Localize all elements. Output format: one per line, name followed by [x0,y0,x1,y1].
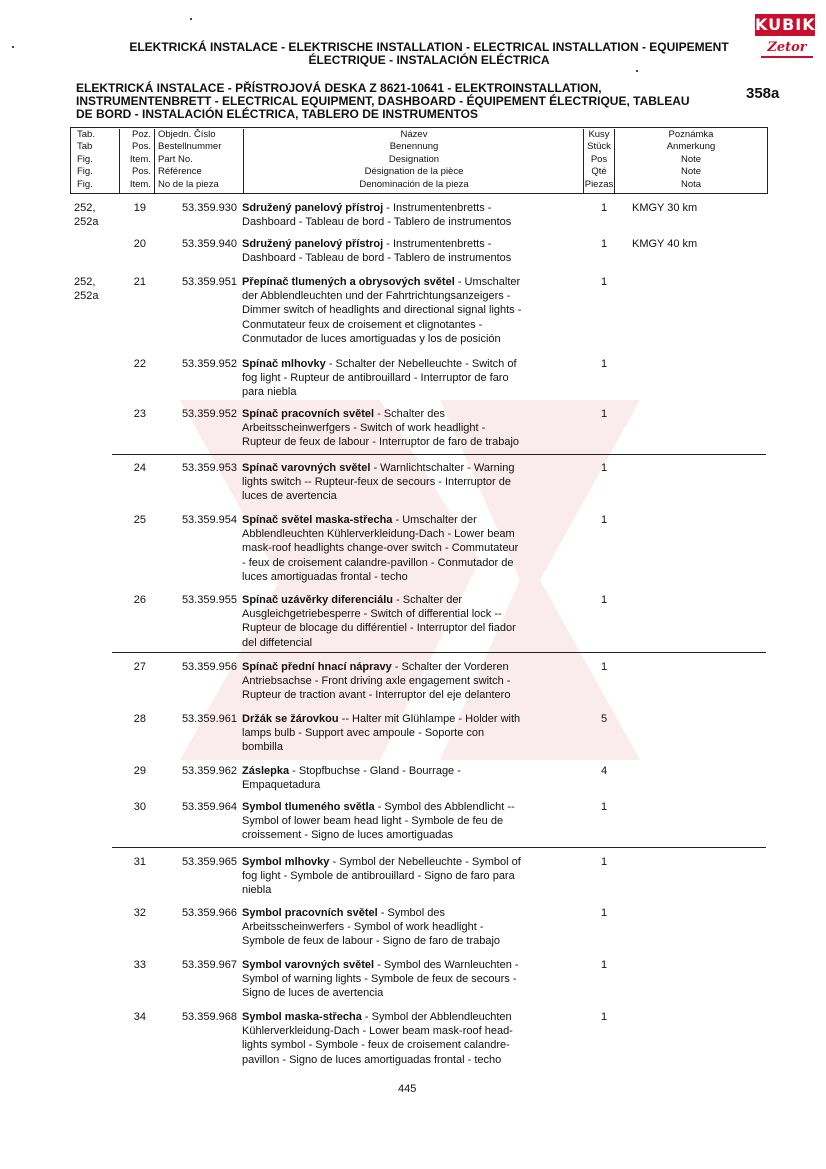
document-header [104,41,754,67]
cell-part-number: 53.359.952 [181,358,237,370]
part-name-czech: Držák se žárovkou [242,713,339,725]
cell-position: 29 [133,765,146,777]
cell-part-number: 53.359.964 [181,801,237,813]
header-col-qty: Kusy Stück Pos Qté Piezas [583,129,614,193]
part-name-czech: Symbol mlhovky [242,856,330,868]
part-name-czech: Záslepka [242,765,290,777]
title-line-1: ELEKTRICKÁ INSTALACE - PŘÍSTROJOVÁ DESKA Z 8621-10641 - ELEKTROINSTALLATION, [76,81,602,95]
cell-designation: Přepínač tlumených a obrysových světel - Umschalter der Abblendleuchten und der Fahrtrichtungsanzeigers - Dimmer switch of headlights and directional signal lights - Conmutateur feux de croisement et clignotantes - Conmutador de luces amortiguadas y los de posición [242,276,522,345]
cell-designation: Spínač varovných světel - Warnlichtschalter - Warning lights switch -- Rupteur-feux de secours - Interruptor de luces de avertencia [242,462,515,503]
page-number: 445 [398,1083,417,1095]
cell-position: 23 [133,408,146,420]
cell-part-number: 53.359.966 [181,907,237,919]
cell-position: 31 [133,856,146,868]
cell-quantity: 4 [600,765,608,777]
header-col-pos: Poz. Pos. Item. Pos. Item. [119,129,154,193]
part-name-czech: Spínač světel maska-střecha [242,514,393,526]
kubik-zetor-logo [755,14,815,64]
cell-quantity: 1 [600,408,608,420]
cell-position: 26 [133,594,146,606]
logo-zetor-text: Zetor [761,40,813,58]
cell-quantity: 1 [600,856,608,868]
part-name-czech: Symbol pracovních světel [242,907,378,919]
cell-designation: Symbol tlumeného světla - Symbol des Abblendlicht -- Symbol of lower beam head light - Symbole de feu de croissement - Signo de luces amortiguadas [242,801,515,842]
cell-position: 21 [133,276,146,288]
header-col-ref: Objedn. Číslo Bestellnummer Part No. Référence No de la pieza [154,129,244,193]
cell-designation: Spínač pracovních světel - Schalter des Arbeitsscheinwerfgers - Switch of work headlight - Rupteur de feux de labour - Interruptor de faro de trabajo [242,408,520,449]
cell-position: 25 [133,514,146,526]
cell-part-number: 53.359.965 [181,856,237,868]
cell-part-number: 53.359.954 [181,514,237,526]
cell-tab: 252, 252a [74,202,99,229]
cell-position: 22 [133,358,146,370]
header-col-name: Název Benennung Designation Désignation de la pièce Denominación de la pieza [243,129,584,193]
cell-part-number: 53.359.930 [181,202,237,214]
cell-designation: Symbol mlhovky - Symbol der Nebelleuchte - Symbol of fog light - Symbole de antibrouillard - Signo de faro para niebla [242,856,521,897]
group-separator [112,847,766,848]
cell-position: 32 [133,907,146,919]
part-name-czech: Sdružený panelový přístroj [242,202,384,214]
cell-designation: Symbol maska-střecha - Symbol der Abblendleuchten Kühlerverkleidung-Dach - Lower beam mask-roof head- lights symbol - Symbole - feux de croisement calandre- pavillon - Signo de luces amortiguadas frontal - techo [242,1011,513,1066]
section-title [76,82,746,121]
group-separator [112,652,766,653]
cell-part-number: 53.359.952 [181,408,237,420]
cell-designation: Symbol pracovních světel - Symbol des Arbeitsscheinwerfers - Symbol of work headlight - Symbole de feux de labour - Signo de faro de trabajo [242,907,501,948]
part-name-czech: Spínač varovných světel [242,462,371,474]
cell-quantity: 1 [600,358,608,370]
cell-quantity: 1 [600,959,608,971]
part-name-czech: Sdružený panelový přístroj [242,238,384,250]
part-name-czech: Spínač uzávěrky diferenciálu [242,594,394,606]
logo-kubik-text: KUBIK [755,15,816,34]
cell-position: 28 [133,713,146,725]
cell-part-number: 53.359.968 [181,1011,237,1023]
table-header [70,127,768,194]
scan-speck [636,70,638,72]
cell-part-number: 53.359.955 [181,594,237,606]
cell-designation: Spínač přední hnací nápravy - Schalter der Vorderen Antriebsachse - Front driving axle engagement switch - Rupteur de traction avant - Interruptor del eje delantero [242,661,511,702]
cell-quantity: 1 [600,514,608,526]
cell-position: 27 [133,661,146,673]
cell-note: KMGY 40 km [632,238,698,250]
header-line-1: ELEKTRICKÁ INSTALACE - ELEKTRISCHE INSTALLATION - ELECTRICAL INSTALLATION - EQUIPEMENT [129,40,729,54]
scan-speck [12,46,14,48]
cell-position: 30 [133,801,146,813]
cell-designation: Spínač uzávěrky diferenciálu - Schalter der Ausgleichgetriebesperre - Switch of differential lock -- Rupteur de blocage du différentiel - Interruptor del fiador del diffetencial [242,594,516,649]
cell-quantity: 1 [600,238,608,250]
cell-part-number: 53.359.951 [181,276,237,288]
part-name-czech: Symbol varovných světel [242,959,375,971]
cell-quantity: 1 [600,907,608,919]
cell-position: 33 [133,959,146,971]
section-code: 358a [746,85,780,102]
cell-designation: Symbol varovných světel - Symbol des Warnleuchten - Symbol of warning lights - Symbole de feux de secours - Signo de luces de avertencia [242,959,519,1000]
scan-speck [190,18,192,20]
part-name-czech: Spínač pracovních světel [242,408,375,420]
cell-part-number: 53.359.956 [181,661,237,673]
cell-part-number: 53.359.940 [181,238,237,250]
header-line-2: ÉLECTRIQUE - INSTALACIÓN ELÉCTRICA [308,53,550,67]
cell-part-number: 53.359.961 [181,713,237,725]
cell-designation: Držák se žárovkou -- Halter mit Glühlampe - Holder with lamps bulb - Support avec ampoule - Soporte con bombilla [242,713,521,754]
part-name-czech: Spínač mlhovky [242,358,326,370]
group-separator [112,454,766,455]
cell-quantity: 1 [600,462,608,474]
header-col-note: Poznámka Anmerkung Note Note Nota [614,129,767,193]
cell-part-number: 53.359.967 [181,959,237,971]
cell-position: 19 [133,202,146,214]
cell-tab: 252, 252a [74,276,99,303]
cell-quantity: 1 [600,661,608,673]
title-line-3: DE BORD - INSTALACIÓN ELÉCTRICA, TABLERO DE INSTRUMENTOS [76,107,478,121]
cell-position: 24 [133,462,146,474]
part-name-czech: Symbol tlumeného světla [242,801,375,813]
header-col-tab: Tab. Tab Fig. Fig. Fig. [77,129,95,190]
cell-note: KMGY 30 km [632,202,698,214]
cell-position: 20 [133,238,146,250]
cell-position: 34 [133,1011,146,1023]
cell-quantity: 1 [600,202,608,214]
cell-part-number: 53.359.962 [181,765,237,777]
cell-part-number: 53.359.953 [181,462,237,474]
cell-designation: Záslepka - Stopfbuchse - Gland - Bourrage - Empaquetadura [242,765,461,792]
cell-quantity: 1 [600,594,608,606]
part-name-czech: Spínač přední hnací nápravy [242,661,392,673]
cell-quantity: 1 [600,801,608,813]
cell-quantity: 1 [600,276,608,288]
cell-designation: Spínač světel maska-střecha - Umschalter der Abblendleuchten Kühlerverkleidung-Dach - Lower beam mask-roof headlights change-over switch - Commutateur - feux de croisement calandre-pavillon - Conmutador de luces amortiguadas frontal - techo [242,514,519,583]
part-name-czech: Symbol maska-střecha [242,1011,362,1023]
part-name-czech: Přepínač tlumených a obrysových světel [242,276,455,288]
cell-designation: Sdružený panelový přístroj - Instrumentenbretts - Dashboard - Tableau de bord - Tablero de instrumentos [242,202,512,229]
cell-quantity: 5 [600,713,608,725]
cell-designation: Spínač mlhovky - Schalter der Nebelleuchte - Switch of fog light - Rupteur de antibrouillard - Interruptor de faro para niebla [242,358,517,399]
title-line-2: INSTRUMENTENBRETT - ELECTRICAL EQUIPMENT, DASHBOARD - ÉQUIPEMENT ÉLECTRIQUE, TABLEAU [76,94,690,108]
cell-designation: Sdružený panelový přístroj - Instrumentenbretts - Dashboard - Tableau de bord - Tablero de instrumentos [242,238,512,265]
cell-quantity: 1 [600,1011,608,1023]
